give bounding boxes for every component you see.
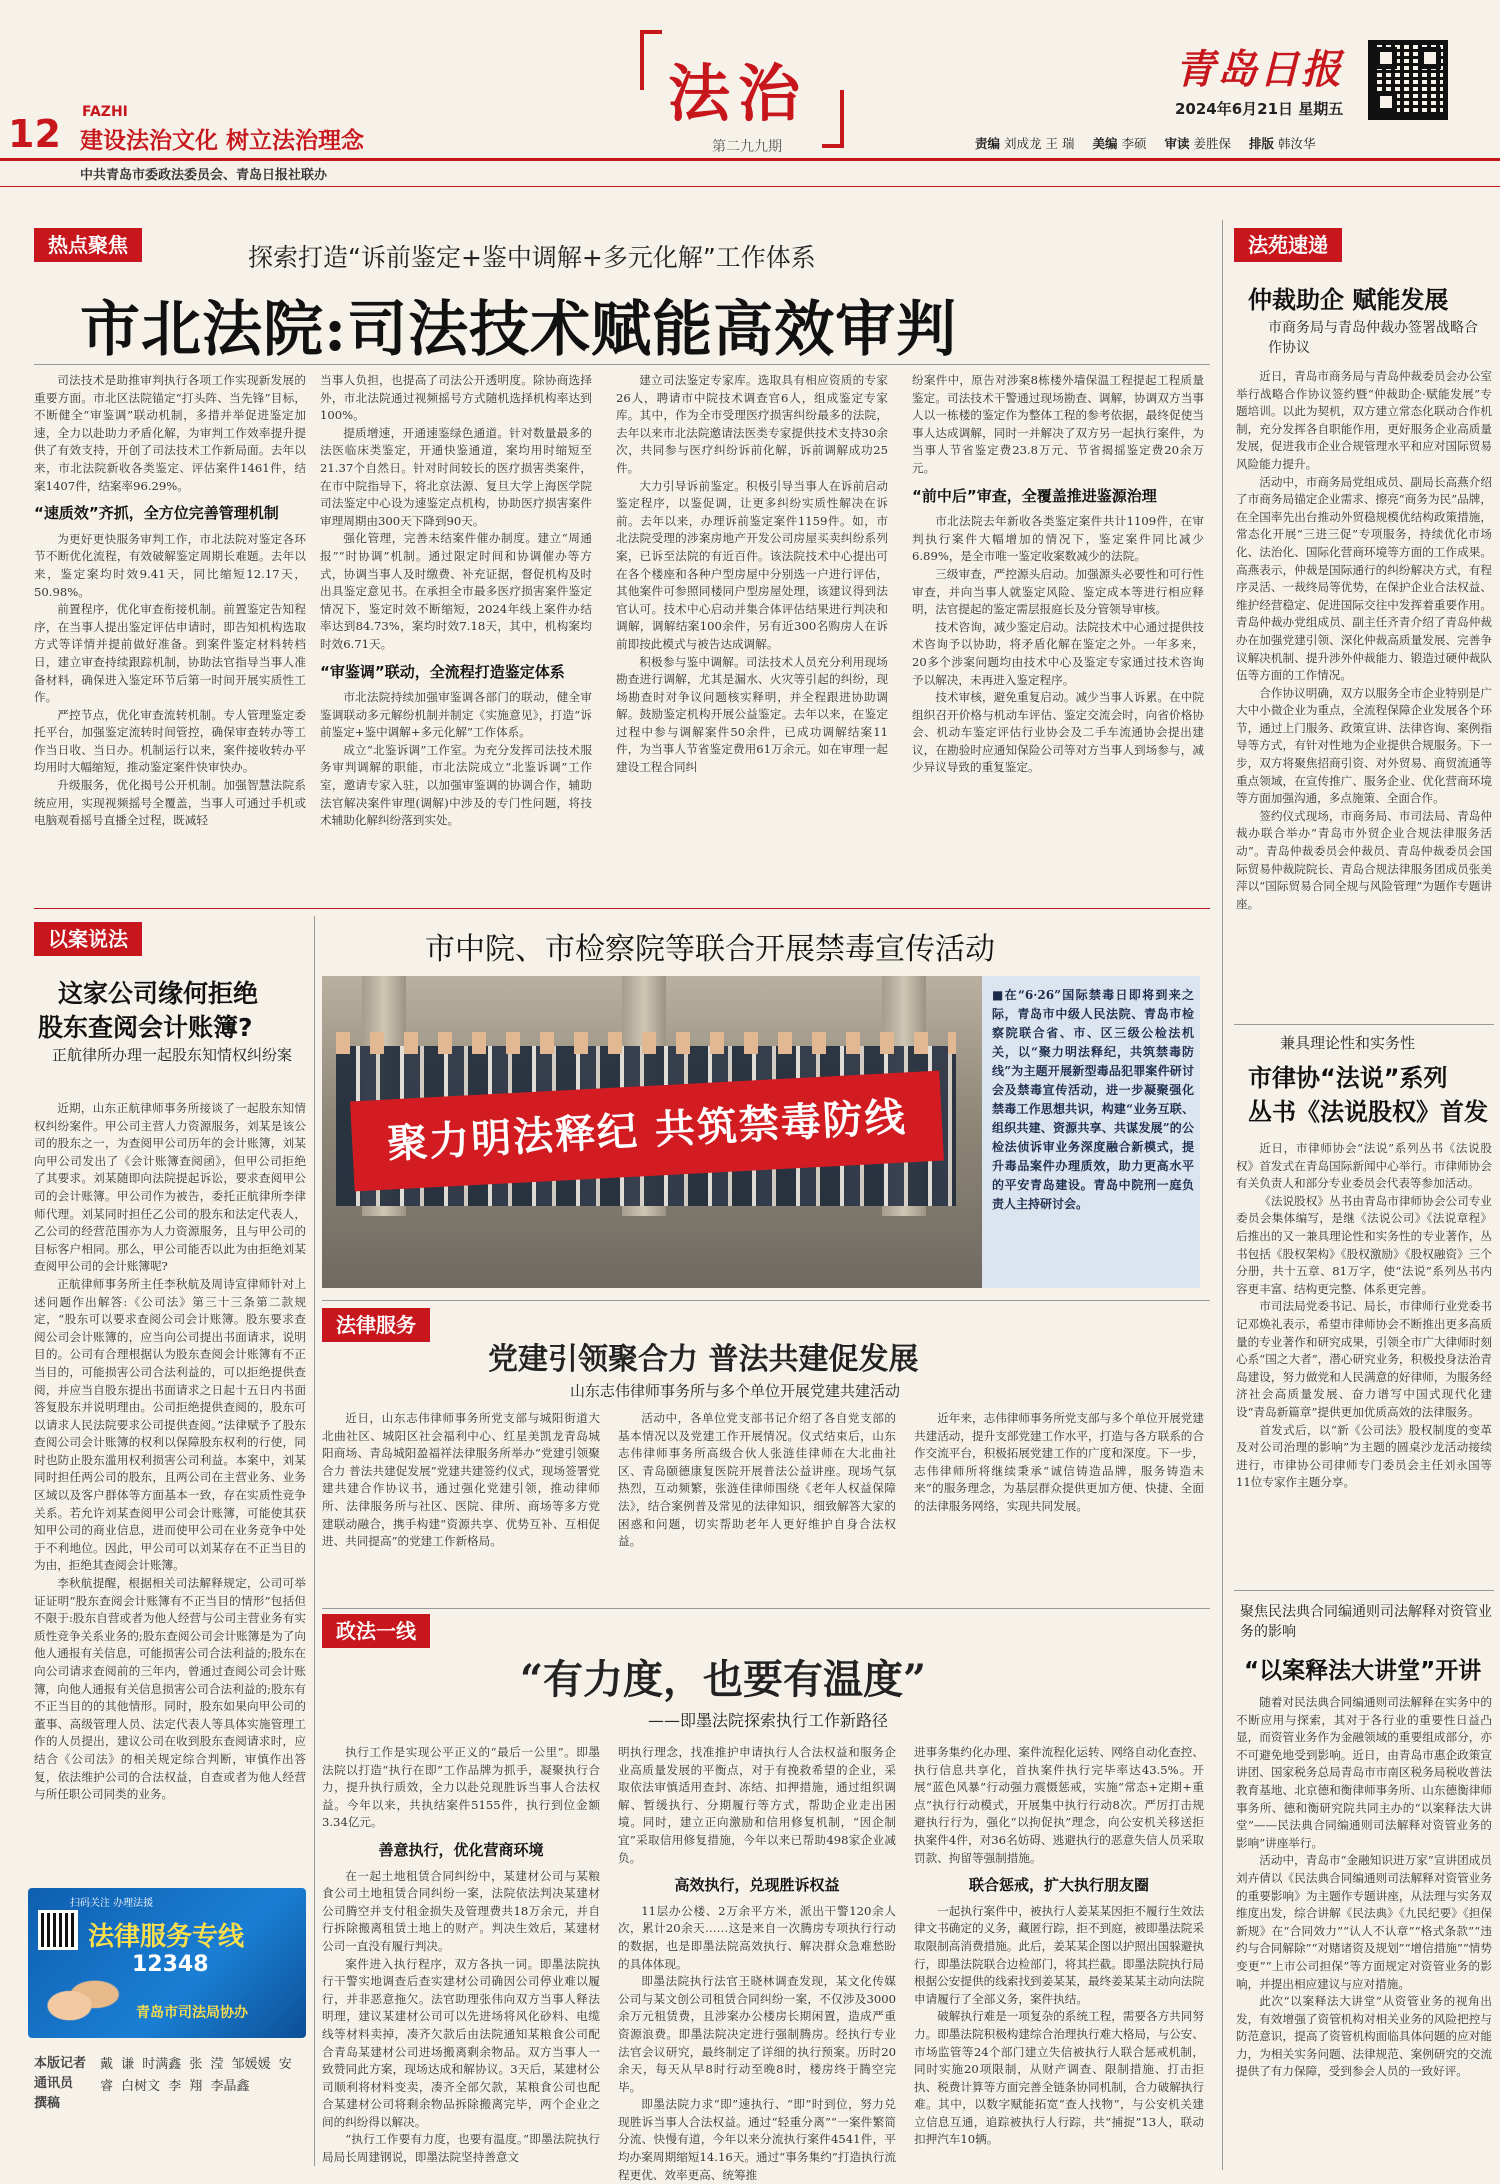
lead-subhead: “速质效”齐抓，全方位完善管理机制 (34, 504, 279, 523)
lead-paragraph: 积极参与鉴中调解。司法技术人员充分利用现场勘查进行调解，尤其是漏水、火灾等引起的纠纷，现场勘查时对争议问题核实释明，并全程跟进协助调解。鼓励鉴定机构开展公益鉴定。去年以来，在鉴定过程中参与调解案件50余件，已成功调解结案11件，为当事人节省鉴定费用61万余元。如在审理一起建设工程合同纠 (616, 654, 888, 775)
lead-paragraph: 大力引导诉前鉴定。积极引导当事人在诉前启动鉴定程序，以鉴促调，让更多纠纷实质性解决在诉前。去年以来，办理诉前鉴定案件1159件。如，市北法院受理的涉案房地产开发公司房屋买卖纠纷系列案，已诉至法院的有近百件。该法院技术中心提出可在各个楼座和各种户型房屋中分别选一户进行评估，其他案件可参照同楼同户型房屋处理，该建议得到法官认可。技术中心启动并集合体评估结果进行判决和调解，调解结案100余件，另有近300名购房人在诉前即按此模式与被告达成调解。 (616, 478, 888, 651)
masthead-rule (0, 158, 1500, 161)
case-paragraph: 正航律师事务所主任李秋航及周诗宣律师针对上述问题作出解答:《公司法》第三十三条第二款规定，“股东可以要求查阅公司会计账簿。股东要求查阅公司会计账簿的，应当向公司提出书面请求，说明目的。公司有合理根据认为股东查阅会计账簿有不正当目的，可能损害公司合法利益的，可以拒绝提供查阅，并应当自股东提出书面请求之日起十五日内书面答复股东并说明理由。公司拒绝提供查阅的，股东可以请求人民法院要求公司提供查阅。”法律赋予了股东查阅公司会计账簿的权利以保障股东权利的行使，同时也防止股东滥用权利损害公司利益。本案中，刘某同时担任两公司的股东，且两公司在主营业务、业务区域以及客户群体等方面基本一致，存在实质性竞争关系。若允许刘某查阅甲公司会计账簿，可能使其获知甲公司的商业信息，进而使甲公司在业务竞争中处于不利地位。因此，甲公司可以刘某存在不正当目的为由，拒绝其查阅会计账簿。 (34, 1276, 306, 1573)
execution-paragraph: 案件进入执行程序，双方各执一词。即墨法院执行干警实地调查后查实建材公司确因公司停业难以履行，并非恶意拖欠。法官助理张伟向双方当事人释法明理，建议某建材公司可以先进场将风化砂料、电缆线等材料卖掉，凑齐欠款后由法院通知某粮食公司配合青岛某建材公司进场搬离剩余物品。双方当事人一致赞同此方案，现场达成和解协议。3天后，某建材公司顺利将材料变卖，凑齐全部欠款，某粮食公司也配合某建材公司将剩余物品拆除搬离完毕，两个企业之间的纠纷得以解决。 (322, 1956, 600, 2129)
page-pinyin: FAZHI (82, 104, 128, 120)
reporters-box (28, 2048, 306, 2168)
credit-names: 刘成龙 王 瑞 (1004, 136, 1075, 151)
execution-column-1 (322, 1744, 600, 2170)
party-column-1 (322, 1410, 600, 1596)
section-rule (322, 1608, 1210, 1609)
lead-column-2 (320, 372, 592, 896)
lead-paragraph: 提质增速，开通速鉴绿色通道。针对数量最多的法医临床类鉴定，开通快鉴通道，案均用时缩短至21.37个自然日。针对时间较长的医疗损害类案件，在市中院指导下，将北京法源、复旦大学上海医学院司法鉴定中心设为速鉴定点机构，协助医疗损害案件审理周期由300天下降到90天。 (320, 425, 592, 528)
lecture-body (1236, 1694, 1492, 2170)
qr-finder-icon (1419, 47, 1441, 69)
section-tag-politics-front: 政法一线 (322, 1614, 430, 1648)
column-title-bracket-left (640, 30, 662, 90)
lead-paragraph: 技术审核，避免重复启动。减少当事人诉累。在中院组织召开价格与机动车评估、鉴定交流会时，向省价格协会、机动车鉴定评估行业协会及二手车流通协会提出建议，在勘验时应通知保险公司等对方当事人到场参与，减少异议导致的重复鉴定。 (912, 690, 1204, 775)
lead-paragraph: 技术咨询，减少鉴定启动。法院技术中心通过提供技术咨询予以协助，将矛盾化解在鉴定之外。一年多来，20多个涉案问题均由技术中心及鉴定专家通过技术咨询予以解决，未再进入鉴定程序。 (912, 619, 1204, 687)
qr-finder-icon (1375, 91, 1397, 113)
book-paragraph: 首发式后，以“新《公司法》股权制度的变革及对公司治理的影响”为主题的圆桌沙龙活动接续进行，市律协公司律师专门委员会主任刘永国等11位专家作主题分享。 (1236, 1422, 1492, 1490)
newspaper-logo: 青岛日报 (1175, 46, 1343, 93)
credit-role: 排版 (1248, 136, 1274, 151)
book-headline-1: 市律协“法说”系列 (1248, 1064, 1448, 1092)
arbitration-paragraph: 合作协议明确，双方以服务全市企业特别是广大中小微企业为重点，全流程保障企业发展各个环节，通过上门服务、政策宣讲、法律咨询、案例指导等方式，有针对性地为企业提供合规服务。下一步，双方将聚焦招商引资、对外贸易、商贸流通等重点领域，在宣传推广、服务企业、优化营商环境等方面加强沟通，多点施策、全面合作。 (1236, 685, 1492, 806)
party-paragraph: 近日，山东志伟律师事务所党支部与城阳街道大北曲社区、城阳区社会福利中心、红星美凯龙青岛城阳商场、青岛城阳盈福祥法律服务所举办“党建引领聚合力 普法共建促发展”党建共建签约仪式，现场签署党建共建合作协议书，通过强化党建引领，推动律师所、法律服务所与社区、医院、律所、商场等多方党建联动融合，携手构建“资源共享、优势互补、互相促进、共同提高”的党建工作新格局。 (322, 1411, 600, 1549)
party-paragraph: 近年来，志伟律师事务所党支部与多个单位开展党建共建活动，提升支部党建工作水平，打造与各方联系的合作交流平台，积极拓展党建工作的广度和深度。下一步，志伟律师所将继续秉承“诚信铸造品牌，服务铸造未来”的服务理念，为基层群众提供更加方便、快捷、全面的法律服务网络，实现共同发展。 (914, 1411, 1204, 1513)
execution-paragraph: 明执行理念，找准推护申请执行人合法权益和服务企业高质量发展的平衡点，对于有挽救希望的企业，采取依法审慎适用查封、冻结、扣押措施，通过组织调解、暂缓执行、分期履行等方式，帮助企业走出困境。同时，建立正向激励和信用修复机制，“因企制宜”采取信用修复措施，今年以来已帮助498家企业减负。 (618, 1745, 896, 1865)
lead-paragraph: 市北法院持续加强审鉴调各部门的联动，健全审鉴调联动多元解纷机制并制定《实施意见》，打造“诉前鉴定+鉴中调解+多元化解”工作体系。 (320, 690, 592, 740)
credits (975, 134, 1315, 152)
book-paragraph: 市司法局党委书记、局长，市律师行业党委书记邓焕礼表示，希望市律师协会不断推出更多高质量的专业著作和研究成果，引领全市广大律师时刻心系“国之大者”，潜心研究业务，积极投身法治青岛建设，努力做党和人民满意的好律师，为服务经济社会高质量发展、奋力谱写中国式现代化建设“青岛新篇章”提供更加优质高效的法律服务。 (1236, 1299, 1492, 1419)
qr-finder-icon (1375, 47, 1397, 69)
lead-subhead: “前中后”审查，全覆盖推进鉴源治理 (912, 486, 1157, 505)
lecture-paragraph: 此次“以案释法大讲堂”从资管业务的视角出发，有效增强了资管机构对相关业务的风险把控与防范意识，提高了资管机构面临具体问题的应对能力，为相关实务问题、法律规范、案例研究的交流提供了有力保障，受到参会人员的一致好评。 (1236, 1994, 1492, 2079)
lecture-headline: “以案释法大讲堂”开讲 (1244, 1658, 1482, 1684)
section-tag-law-express: 法苑速递 (1234, 228, 1342, 262)
case-paragraph: 近期，山东正航律师事务所接谈了一起股东知情权纠纷案件。甲公司主营人力资源服务，刘某是该公司的股东之一，为查阅甲公司历年的会计账簿，刘某向甲公司发出了《会计账簿查阅函》，但甲公司拒绝了其要求。刘某随即向法院提起诉讼，要求查阅甲公司的会计账簿。甲公司作为被告，委托正航律所李律师代理。刘某同时担任乙公司的股东和法定代表人，乙公司的经营范围亦为人力资源服务，且与甲公司的目标客户相同。那么，甲公司能否以此为由拒绝刘某查阅甲公司的会计账簿呢? (34, 1101, 306, 1274)
execution-paragraph: 11层办公楼、2万余平方米，派出干警120余人次，累计20余天……这是来自一次腾房专项执行行动的数据，也是即墨法院高效执行、解决群众急难愁盼的具体体现。 (618, 1903, 896, 1971)
execution-paragraph: 一起执行案件中，被执行人姜某某因拒不履行生效法律文书确定的义务，藏匿行踪，拒不到庭，被即墨法院采取限制高消费措施。此后，姜某某企图以护照出国躲避执行，即墨法院联合边检部门，将其拦截。即墨法院执行局根据公安提供的线索找到姜某某，最终姜某某主动向法院申请履行了全部义务，案件执结。 (914, 1903, 1204, 2006)
column-title: 法治 (668, 57, 809, 130)
arbitration-paragraph: 近日，青岛市商务局与青岛仲裁委员会办公室举行战略合作协议签约暨“仲裁助企·赋能发展”专题培训。以此为契机，双方建立常态化联动合作机制，充分发挥各自职能作用，更好服务企业高质量发展，促进我市企业合规管理水平和应对国际贸易风险能力提升。 (1236, 369, 1492, 471)
execution-paragraph: 在一起土地租赁合同纠纷中，某建材公司与某粮食公司土地租赁合同纠纷一案，法院依法判决某建材公司腾空并支付租金损失及管理费共18万余元，并自行拆除搬离租赁土地上的财产。判决生效后，某建材公司一直没有履行判决。 (322, 1868, 600, 1953)
execution-subhead: 高效执行，兑现胜诉权益 (674, 1876, 840, 1895)
execution-paragraph: “执行工作要有力度，也要有温度。”即墨法院执行局局长周建钢说，即墨法院坚持善意文 (322, 2132, 600, 2165)
lead-paragraph: 严控节点，优化审查流转机制。专人管理鉴定委托平台，加强鉴定流转时间管控，确保审查转办等工作当日收、当日办。机制运行以来，案件接收转办平均用时大幅缩短，推动鉴定案件快审快办。 (34, 707, 306, 775)
section-rule (34, 908, 1210, 909)
party-deck: 山东志伟律师事务所与多个单位开展党建共建活动 (570, 1382, 901, 1400)
book-kicker: 兼具理论性和实务性 (1280, 1034, 1416, 1052)
arbitration-body (1236, 368, 1492, 1008)
reporters-names: 戴 谦 时满鑫 张 滢 邹媛媛 安 睿 白树文 李 翔 李晶鑫 (100, 2057, 292, 2094)
lead-paragraph: 强化管理，完善未结案件催办制度。建立“周通报”“时协调”机制。通过限定时间和协调催办等方式，协调当事人及时缴费、补充证据，督促机构及时出具鉴定意见书。在承担全市最多医疗损害案件鉴定情况下，鉴定时效不断缩短，2024年线上案件办结率达到84.73%，案均时效7.18天，其中，机构案均时效6.71天。 (320, 531, 592, 651)
lead-paragraph: 纷案件中，原告对涉案8栋楼外墙保温工程提起工程质量鉴定。司法技术干警通过现场勘查、调解，协调双方当事人以一栋楼的鉴定作为整体工程的参考依据，最终促使当事人达成调解，同时一并解决了双方另一起执行案件，为当事人节省鉴定费23.8万元、节省揭摇鉴定费20余万元。 (912, 373, 1204, 475)
lead-column-4 (912, 372, 1204, 896)
ad-number: 12348 (132, 1952, 209, 1977)
party-column-3 (914, 1410, 1204, 1596)
masthead-rule (0, 186, 1500, 187)
lead-paragraph: 三级审查，严控源头启动。加强源头必要性和可行性审查，并向当事人就鉴定风险、鉴定成本等进行相应释明，法官提起的鉴定需层报庭长及分管领导审核。 (912, 566, 1204, 617)
execution-subhead: 联合惩戒，扩大执行朋友圈 (968, 1876, 1149, 1895)
execution-column-2 (618, 1744, 896, 2182)
execution-headline: “有力度，也要有温度” (520, 1656, 927, 1703)
antidrug-photo (322, 976, 1200, 1288)
column-title-bracket-right (822, 90, 844, 148)
section-tag-case-law: 以案说法 (34, 922, 142, 956)
page-number: 12 (8, 112, 61, 156)
section-tag-legal-service: 法律服务 (322, 1308, 430, 1342)
lead-paragraph: 为更好更快服务审判工作，市北法院对鉴定各环节不断优化流程，有效破解鉴定周期长难题。去年以来，鉴定案均时效9.41天，同比缩短12.17天，50.98%。 (34, 531, 306, 599)
execution-column-3 (914, 1744, 1204, 2170)
book-body (1236, 1140, 1492, 1572)
ad-title: 法律服务专线 (88, 1922, 245, 1952)
ad-hands-icon (36, 1972, 120, 2028)
section-rule (322, 1300, 1210, 1301)
lead-paragraph: 当事人负担，也提高了司法公开透明度。除协商选择外，市北法院通过视频摇号方式随机选择机构率达到100%。 (320, 373, 592, 423)
execution-paragraph: 即墨法院力求“即”速执行、“即”时到位，努力兑现胜诉当事人合法权益。通过“轻重分离”“一案件繁简分流、快慢有道，今年以来分流执行案件4541件，平均办案周期缩短14.16天。通过“事务集约”打造执行流程更优、效率更高、统筹推 (618, 2097, 896, 2182)
lead-paragraph: 成立“北鉴诉调”工作室。为充分发挥司法技术服务审判调解的职能，市北法院成立“北鉴诉调”工作室，邀请专家入驻，以加强审鉴调的协调合作，辅助法官解决案件审理(调解)中涉及的专门性问题，将技术辅助化解纠纷落到实处。 (320, 742, 592, 828)
credit-names: 韩汝华 (1277, 136, 1316, 151)
execution-paragraph: 即墨法院执行法官王晓林调查发现，某文化传媒公司与某文创公司租赁合同纠纷一案，不仅涉及3000余万元租赁费，且涉案办公楼房长期闲置，造成严重资源浪费。即墨法院决定进行强制腾房。经执行专业法官会议研究，最终制定了详细的执行预案。历时20余天，每天从早8时行动至晚8时，楼房终于腾空完毕。 (618, 1974, 896, 2094)
party-column-2 (618, 1410, 896, 1596)
ad-scan-text: 扫码关注 办理法援 (70, 1898, 154, 1909)
ad-qr-icon (38, 1910, 78, 1950)
book-paragraph: 《法说股权》丛书由青岛市律师协会公司专业委员会集体编写，是继《法说公司》《法说章程》后推出的又一兼具理论性和实务性的专业著作，丛书包括《股权架构》《股权激励》《股权融资》三个分册，共十五章、81万字，使“法说”系列丛书内容更丰富、结构更完整、体系更完善。 (1236, 1193, 1492, 1296)
case-deck: 正航律所办理一起股东知情权纠纷案 (52, 1046, 293, 1064)
credit-names: 李硕 (1121, 136, 1147, 151)
lead-rule (34, 364, 1210, 365)
lead-headline: 市北法院:司法技术赋能高效审判 (80, 295, 958, 365)
lead-paragraph: 前置程序，优化审查衔接机制。前置鉴定告知程序，在当事人提出鉴定评估申请时，即告知机构选取方式等详情并提前做好准备。到案件鉴定材料转档日，建立审查持续跟踪机制，协助法官指导当事人准备材料，确保进入鉴定环节后第一时间开展实质性工作。 (34, 602, 306, 705)
issue-date: 2024年6月21日 星期五 (1175, 100, 1344, 118)
case-headline-2: 股东查阅会计账簿? (38, 1013, 253, 1042)
lead-column-3 (616, 372, 888, 896)
execution-paragraph: 执行工作是实现公平正义的“最后一公里”。即墨法院以打造“执行在即”工作品牌为抓手，凝聚执行合力，提升执行质效，全力以赴兑现胜诉当事人合法权益。今年以来，共执结案件5155件，执行到位金额3.34亿元。 (322, 1745, 600, 1830)
antidrug-caption: ■在“6·26”国际禁毒日即将到来之际，青岛市中级人民法院、青岛市检察院联合省、市、区三级公检法机关，以“聚力明法释纪，共筑禁毒防线”为主题开展新型毒品犯罪案件研讨会及禁毒宣传活动，进一步凝聚强化禁毒工作思想共识，构建“业务互联、组织共建、资源共享、共谋发展”的公检法侦诉审业务深度融合新模式，提升毒品案件办理质效，助力更高水平的平安青岛建设。青岛中院刑一庭负责人主持研讨会。 (992, 988, 1194, 1211)
reporters-label: 本版记者 通讯员 撰稿 (34, 2056, 87, 2111)
lecture-kicker: 聚焦民法典合同编通则司法解释对资管业务的影响 (1240, 1604, 1492, 1640)
section-tag-hot-focus: 热点聚焦 (34, 228, 142, 262)
book-paragraph: 近日，市律师协会“法说”系列丛书《法说股权》首发式在青岛国际新闻中心举行。市律师协会有关负责人和部分专业委员会代表等参加活动。 (1236, 1141, 1492, 1191)
lead-paragraph: 升级服务，优化揭号公开机制。加强智慧法院系统应用，实现视频摇号全覆盖，当事人可通过手机或电脑观看摇号直播全过程，既减轻 (34, 778, 306, 828)
left-column-divider (314, 916, 315, 2166)
credit-role: 审读 (1164, 136, 1190, 151)
lead-column-1 (34, 372, 306, 896)
page-slogan: 建设法治文化 树立法治理念 (80, 128, 365, 154)
antidrug-banner: 聚力明法释纪 共筑禁毒防线 (350, 1071, 944, 1192)
case-headline-1: 这家公司缘何拒绝 (58, 979, 259, 1008)
arbitration-title: 仲裁助企 赋能发展 (1248, 286, 1449, 314)
lead-paragraph: 市北法院去年新收各类鉴定案件共计1109件，在审判执行案件大幅增加的情况下，鉴定案件同比减少6.89%，是全市唯一鉴定收案数减少的法院。 (912, 514, 1204, 564)
sidebar-rule (1234, 1590, 1494, 1591)
lecture-paragraph: 活动中，青岛市“金融知识进万家”宣讲团成员刘卉倩以《民法典合同编通则司法解释对资管业务的重要影响》为主题作专题讲座，从法理与实务双维度出发，综合讲解《民法典》《九民纪要》《担保新规》在“合同效力”“认人不认章”“格式条款”“违约与合同解除”“对赌诸资及规划”“增信措施”“情势变更”“上市公司担保”等方面规定对资管业务的影响，并提出相应建议与应对措施。 (1236, 1853, 1492, 1991)
group-faces (336, 1032, 956, 1054)
arbitration-paragraph: 活动中，市商务局党组成员、副局长高燕介绍了市商务局锚定企业需求、擦亮“商务为民”品牌，在全国率先出台推动外贸稳规模优结构政策措施，常态化开展“三进三促”专项服务，持续优化市场化、法治化、国际化营商环境等方面的工作成果。高燕表示，仲裁是国际通行的纠纷解决方式，有程序灵活、一裁终局等优势，在保护企业合法权益、维护经营稳定、促进国际交往中发挥着重要作用。青岛仲裁办党组成员、副主任齐青介绍了青岛仲裁办在加强党建引领、深化仲裁高质量发展、完善争议解决机制、提升涉外仲裁能力、锻造过硬仲裁队伍等方面的工作情况。 (1236, 474, 1492, 683)
party-paragraph: 活动中，各单位党支部书记介绍了各自党支部的基本情况以及党建工作开展情况。仪式结束后，山东志伟律师事务所高级合伙人张涟佳律师在大北曲社区、青岛颐德康复医院开展普法公益讲座。现场气氛热烈，互动频繁，张涟佳律师围绕《老年人权益保障法》，结合案例普及常见的法律知识，细致解答大家的困惑和问题，切实帮助老年人更好维护自身合法权益。 (618, 1411, 896, 1549)
arbitration-deck: 市商务局与青岛仲裁办签署战略合作协议 (1268, 320, 1478, 356)
lead-paragraph: 司法技术是助推审判执行各项工作实现新发展的重要方面。市北区法院锚定“打头阵、当先锋”目标，不断健全“审鉴调”联动机制，多措并举促进鉴定加速，全力以赴助力矛盾化解，为审判工作效率提升提供了有效支持，开创了司法技术工作新局面。去年以来，市北法院新收各类鉴定、评估案件1461件，结案1407件，结案率96.29%。 (34, 373, 306, 493)
party-headline: 党建引领聚合力 普法共建促发展 (488, 1342, 919, 1377)
lead-kicker: 探索打造“诉前鉴定+鉴中调解+多元化解”工作体系 (248, 243, 816, 272)
lead-subhead: “审鉴调”联动，全流程打造鉴定体系 (320, 662, 565, 681)
case-paragraph: 李秋航提醒，根据相关司法解释规定，公司可举证证明“股东查阅会计账簿有不正当目的情形”包括但不限于:股东自营或者为他人经营与公司主营业务有实质性竞争关系业务的;股东查阅公司会计账簿是为了向他人通报有关信息，可能损害公司合法利益的;股东在向公司请求查阅前的三年内，曾通过查阅公司会计账簿，向他人通报有关信息损害公司合法利益的;股东有不正当目的的其他情形。同时，股东如果向甲公司的董事、高级管理人员、法定代表人等具体实施管理工作的人员提出，建议公司在收到股东查阅请求时，应结合《公司法》的相关规定综合判断，审慎作出答复，依法维护公司的合法权益，自查或者为他人经营与所任职公司同类的业务。 (34, 1576, 306, 1802)
issue-number: 第二九九期 (712, 139, 782, 155)
legal-service-hotline-ad[interactable] (28, 1888, 306, 2038)
sidebar-divider (1222, 220, 1223, 2170)
case-body (34, 1100, 306, 1880)
antidrug-headline: 市中院、市检察院等联合开展禁毒宣传活动 (425, 932, 995, 967)
lecture-paragraph: 随着对民法典合同编通则司法解释在实务中的不断应用与探索，其对于各行业的重要性日益凸显，而资管业务作为金融领域的重要组成部分，亦不可避免地受到影响。近日，由青岛市惠企政策宣讲团、国家税务总局青岛市市南区税务局税收普法教育基地、北京德和衡律师事务所、山东德衡律师事务所、德和衡研究院共同主办的“以案释法大讲堂”——民法典合同编通则司法解释对资管业务的影响”讲座举行。 (1236, 1695, 1492, 1850)
credit-names: 姜胜保 (1193, 136, 1231, 151)
execution-paragraph: 进事务集约化办理、案件流程化运转、网络自动化查控、执行信息共享化，首执案件执行完毕率达43.5%。开展“蓝色风暴”行动强力震慑惩戒，实施“常态+定期+重点”执行行动模式，开展集中执行行动8次。严厉打击规避执行行为，强化“以拘促执”理念，向公安机关移送拒执案件4件，对36名妨碍、逃避执行的恶意失信人员采取罚款、拘留等强制措施。 (914, 1745, 1204, 1865)
lead-paragraph: 建立司法鉴定专家库。选取具有相应资质的专家26人，聘请市中院技术调查官6人，组成鉴定专家库。其中，作为全市受理医疗损害纠纷最多的法院，去年以来市北法院邀请法医类专家提供技术支持30余次，共同参与医疗纠纷诉前化解，诉前调解成功25件。 (616, 373, 888, 475)
execution-deck: ——即墨法院探索执行工作新路径 (648, 1711, 889, 1730)
credit-role: 美编 (1092, 136, 1118, 151)
ad-org: 青岛市司法局协办 (136, 2005, 248, 2021)
credit-role: 责编 (975, 136, 1001, 151)
sidebar-rule (1234, 1024, 1494, 1025)
host-line: 中共青岛市委政法委员会、青岛日报社联办 (80, 168, 328, 183)
arbitration-paragraph: 签约仪式现场，市商务局、市司法局、青岛仲裁办联合举办“青岛市外贸企业合规法律服务活动”。青岛仲裁委员会仲裁员、青岛仲裁委员会国际贸易仲裁院院长、青岛合规法律服务团成员张美萍以“国际贸易合同全规与风险管理”为题作专题讲座。 (1236, 808, 1492, 911)
execution-paragraph: 破解执行难是一项复杂的系统工程，需要各方共同努力。即墨法院积极构建综合治理执行难大格局，与公安、市场监管等24个部门建立失信被执行人联合惩戒机制，同时实施20项限制，从财产调查、限制措施、打击拒执、税费计算等方面完善全链条协同机制，合力破解执行难。其中，以数字赋能拓宽“查人找物”，与公安机关建立信息互通，追踪被执行人行踪，共“捕捉”13人，联动扣押汽车10辆。 (914, 2009, 1204, 2147)
execution-subhead: 善意执行，优化营商环境 (378, 1840, 544, 1859)
qr-code[interactable] (1368, 40, 1448, 120)
book-headline-2: 丛书《法说股权》首发 (1248, 1098, 1488, 1126)
